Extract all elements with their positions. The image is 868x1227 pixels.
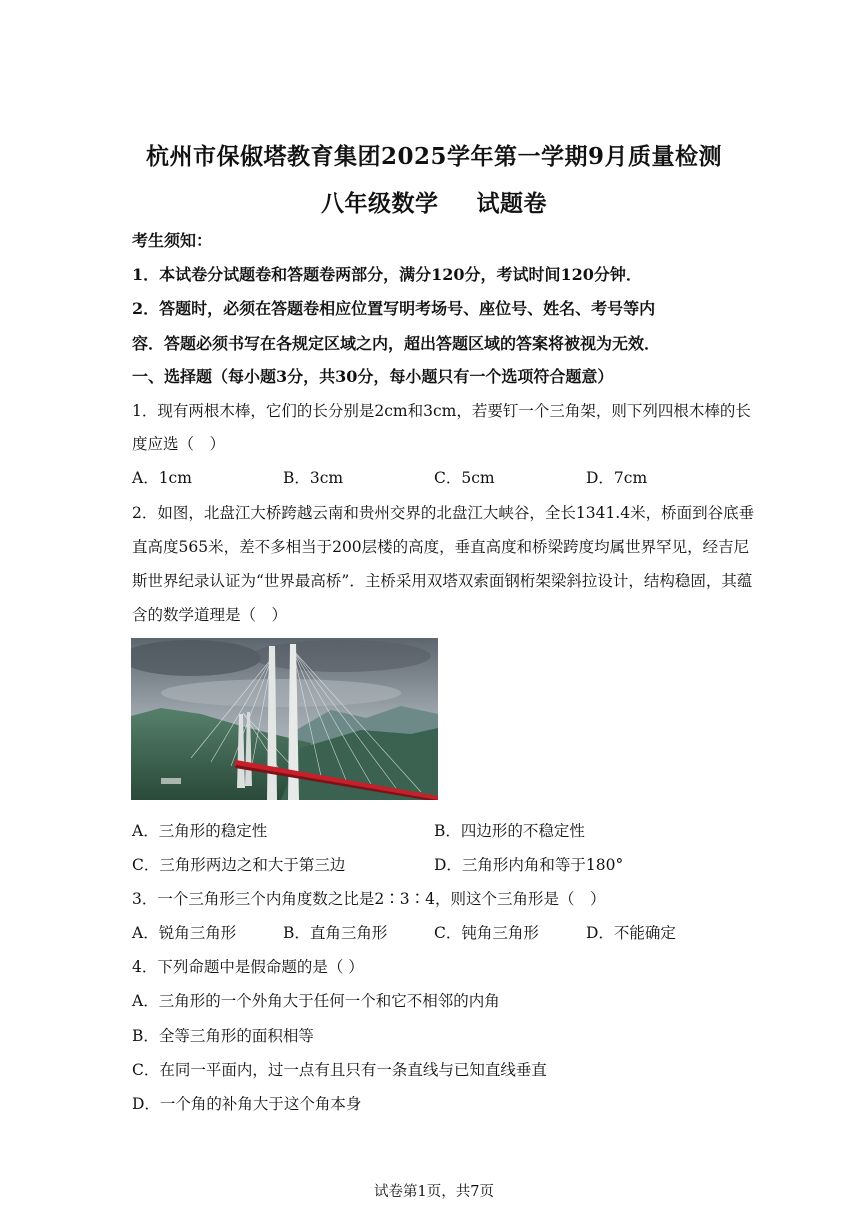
q3-option-a: A．锐角三角形 — [132, 924, 237, 942]
q2-text-line-2: 直高度565米，差不多相当于200层楼的高度，垂直高度和桥梁跨度均属世界罕见，经吉尼 — [132, 538, 750, 556]
exam-title: 杭州市保俶塔教育集团2025学年第一学期9月质量检测 — [145, 143, 723, 170]
q2-option-b: B．四边形的不稳定性 — [434, 822, 585, 840]
q1-text-line-2: 度应选（ ） — [132, 435, 226, 453]
notice-item-2-line-1: 2．答题时，必须在答题卷相应位置写明考场号、座位号、姓名、考号等内 — [132, 299, 656, 318]
q4-option-c: C．在同一平面内，过一点有且只有一条直线与已知直线垂直 — [132, 1061, 547, 1079]
q2-text-line-3: 斯世界纪录认证为“世界最高桥”．主桥采用双塔双索面钢桁架梁斜拉设计，结构稳固，其蕴 — [132, 572, 753, 590]
q2-option-a: A．三角形的稳定性 — [132, 822, 268, 840]
q3-option-c: C．钝角三角形 — [434, 924, 539, 942]
q3-option-d: D．不能确定 — [586, 924, 676, 942]
q3-option-b: B．直角三角形 — [283, 924, 388, 942]
exam-subtitle — [0, 185, 868, 218]
subject-label: 八年级数学 — [321, 190, 439, 217]
bridge-photo — [131, 638, 438, 800]
q4-option-b: B．全等三角形的面积相等 — [132, 1027, 314, 1045]
q4-option-d: D．一个角的补角大于这个角本身 — [132, 1095, 362, 1113]
paper-type-label: 试题卷 — [476, 190, 547, 217]
section-1-heading: 一、选择题（每小题3分，共30分，每小题只有一个选项符合题意） — [132, 367, 614, 386]
q1-option-c: C．5cm — [434, 469, 495, 487]
page-footer: 试卷第1页，共7页 — [374, 1184, 494, 1200]
q1-text-line-1: 1．现有两根木棒，它们的长分别是2cm和3cm，若要钉一个三角架，则下列四根木棒的长 — [132, 402, 751, 420]
q4-option-a: A．三角形的一个外角大于任何一个和它不相邻的内角 — [132, 992, 500, 1010]
q1-option-a: A．1cm — [132, 469, 192, 487]
q2-text-line-4: 含的数学道理是（ ） — [132, 606, 288, 624]
q1-option-b: B．3cm — [283, 469, 344, 487]
q3-text-line-1: 3．一个三角形三个内角度数之比是2∶3∶4，则这个三角形是（ ） — [132, 890, 606, 908]
q2-text-line-1: 2．如图，北盘江大桥跨越云南和贵州交界的北盘江大峡谷，全长1341.4米，桥面到谷底垂 — [132, 504, 755, 522]
q4-text-line-1: 4．下列命题中是假命题的是（ ） — [132, 958, 364, 976]
notice-item-1: 1．本试卷分试题卷和答题卷两部分，满分120分，考试时间120分钟． — [132, 265, 642, 284]
q2-option-d: D．三角形内角和等于180° — [434, 856, 624, 874]
notice-heading: 考生须知： — [132, 231, 213, 250]
notice-item-2-line-2: 容．答题必须书写在各规定区域之内，超出答题区域的答案将被视为无效． — [132, 334, 661, 353]
q2-option-c: C．三角形两边之和大于第三边 — [132, 856, 346, 874]
q1-option-d: D．7cm — [586, 469, 648, 487]
